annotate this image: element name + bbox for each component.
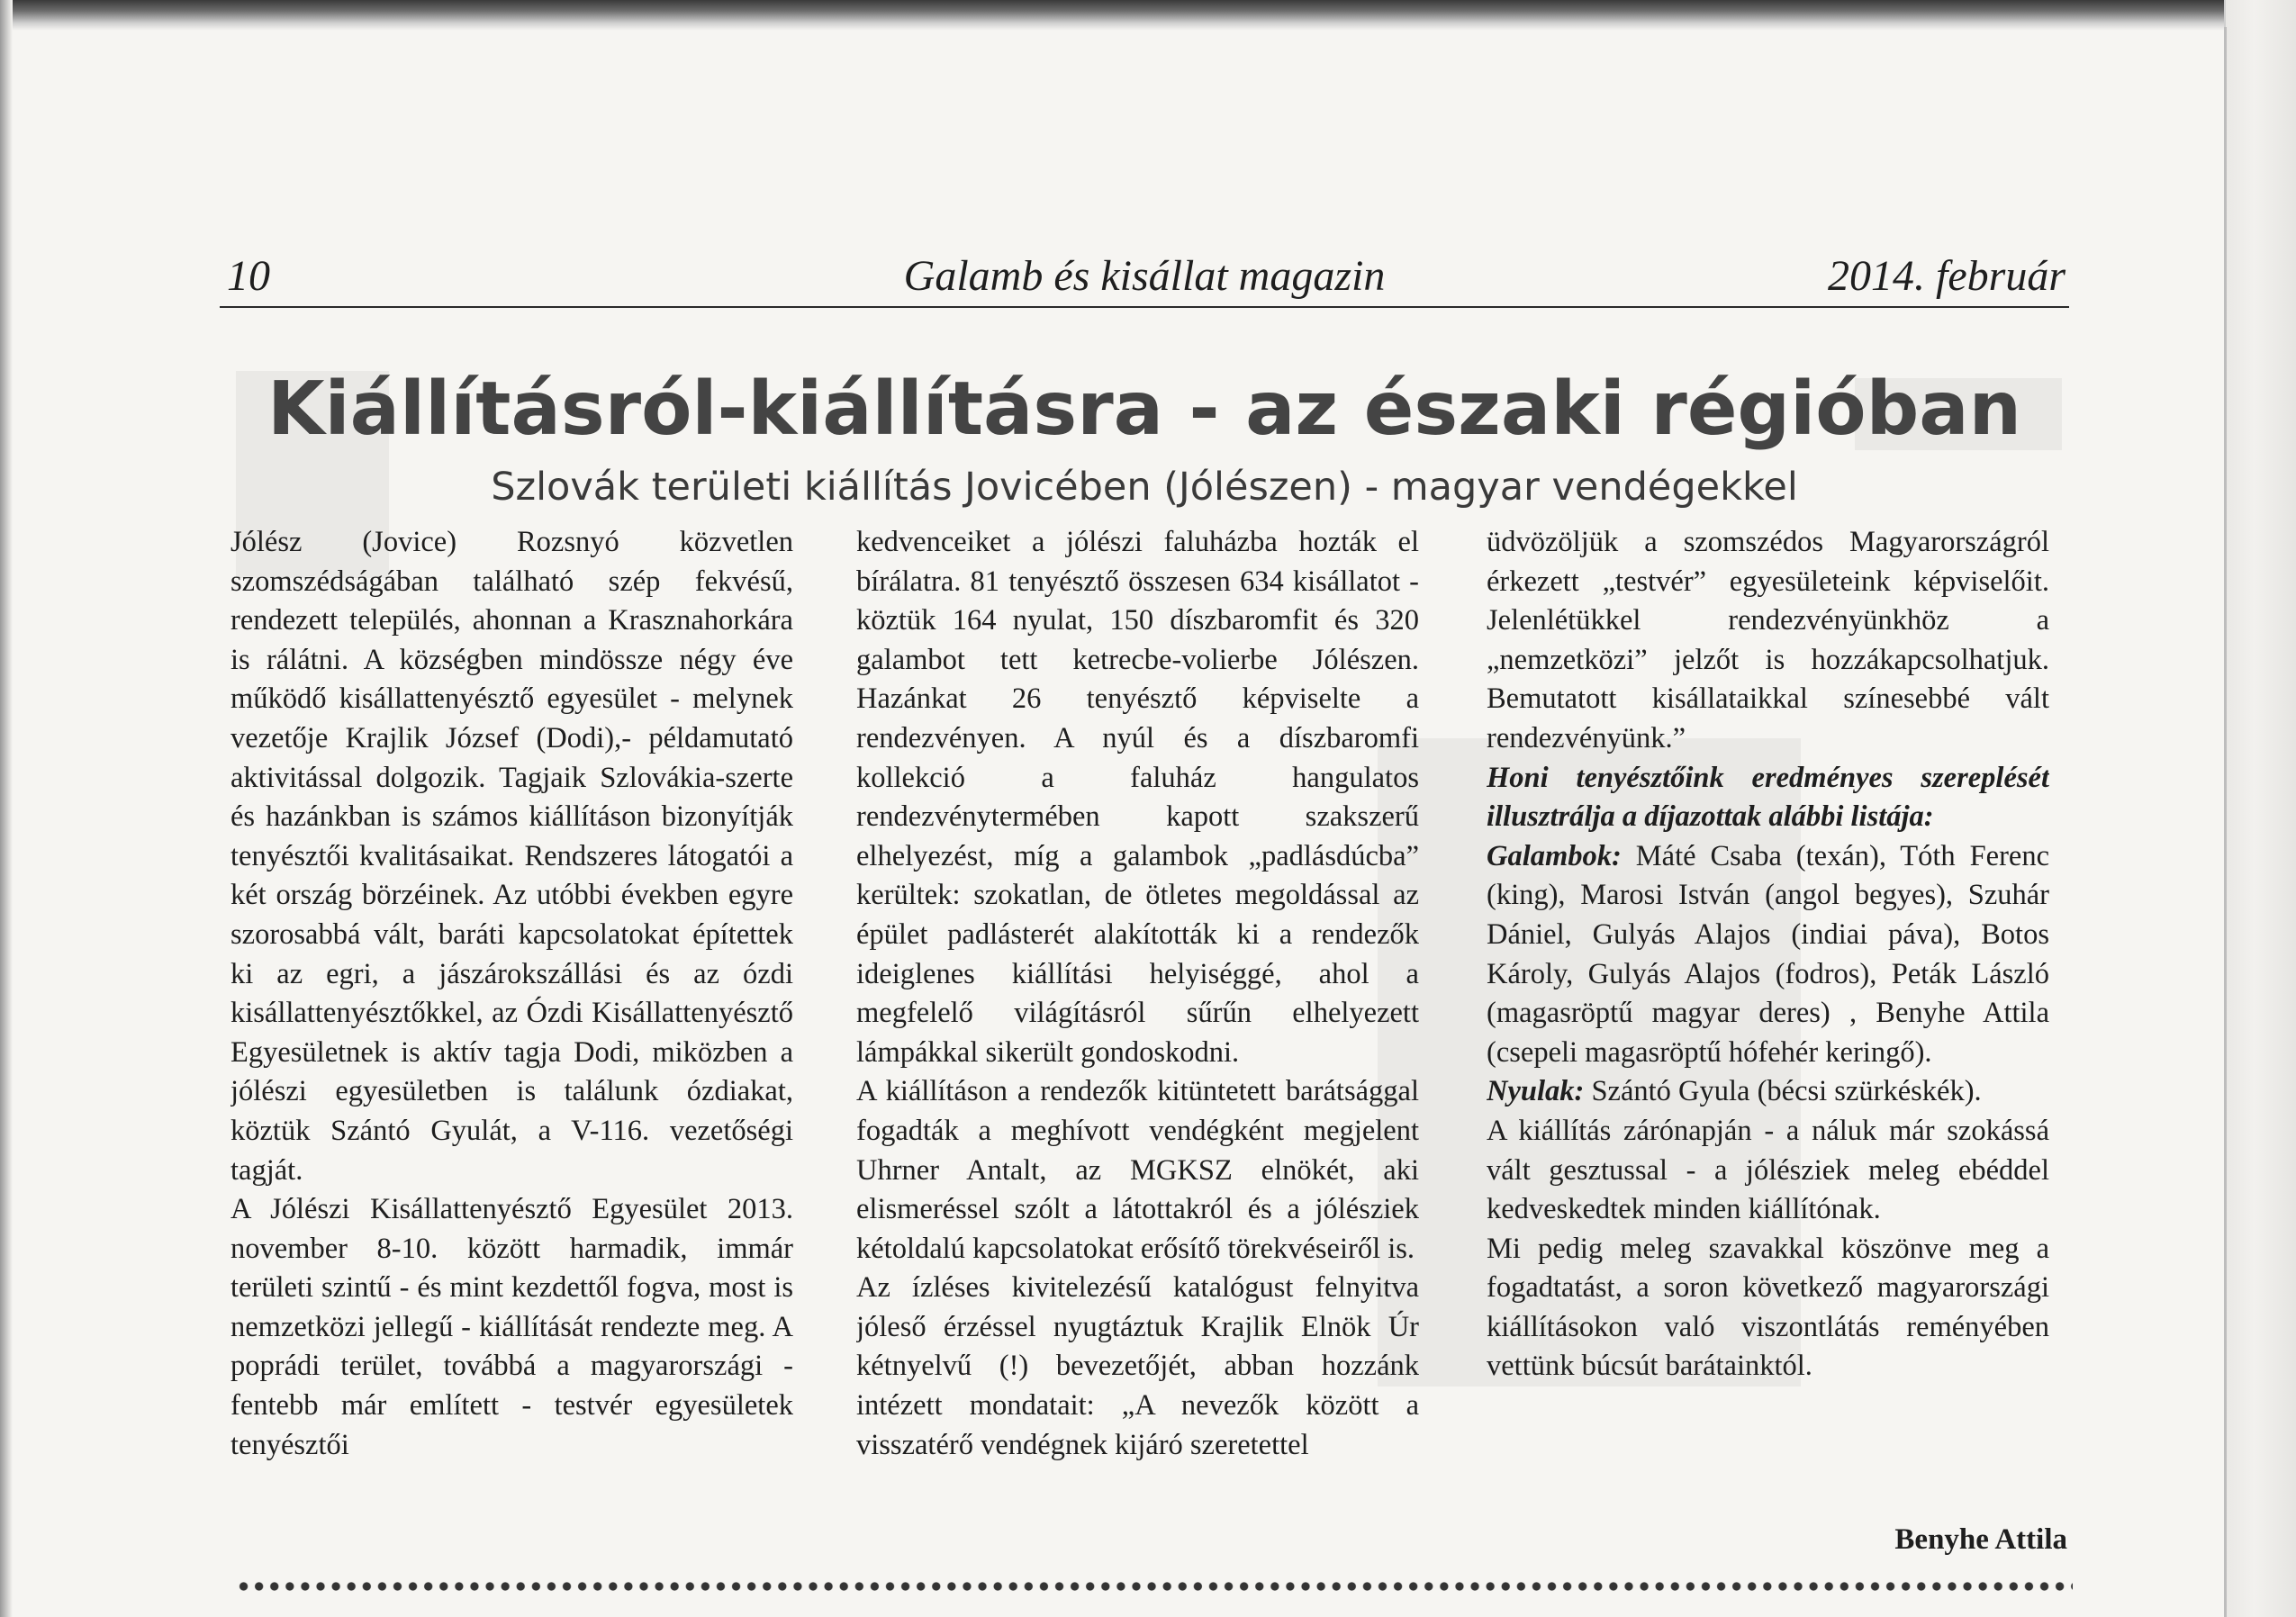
rabbits-winners: Szántó Gyula (bécsi szürkéskék).: [1584, 1075, 1982, 1108]
paragraph: kedvenceiket a jólészi faluházba hozták el bírálatra. 81 tenyésztő összesen 634 kisállatot - köztük 164 nyulat, 150 díszbaromfit és 320 galambot tett ketrecbe-volierbe Jólészen. Hazánkat 26 tenyésztő képviselte a rendezvényen. A nyúl és a díszbaromfi kollekció a faluház hangulatos rendezvénytermében kapott szakszerű elhelyezést, míg a galambok „padlásdúcba” kerültek: szokatlan, de ötletes megoldással az épület padlásterét alakították ki a rendezők ideiglenes kiállítási helyiséggé, ahol a megfelelő világításról sűrűn elhelyezett lámpákkal sikerült gondoskodni.: [856, 526, 1419, 1069]
page-gutter: [2224, 27, 2227, 1617]
pigeons-label: Galambok:: [1487, 839, 1622, 872]
pigeons-winners: Máté Csaba (texán), Tóth Ferenc (king), Marosi István (angol begyes), Szuhár Dániel, Gulyás Alajos (indiai páva), Botos Károly, Gulyás Alajos (fodros), Peták László (magasröptű magyar deres) , Benyhe Attila (csepeli magasröptű hófehér keringő).: [1487, 839, 2049, 1069]
adjacent-page-edge: [2224, 0, 2296, 1617]
paragraph: Az ízléses kivitelezésű katalógust felnyitva jóleső érzéssel nyugtáztuk Krajlik Elnök Úr kétnyelvű (!) bevezetőjét, abban hozzánk intézett mondatait: „A nevezők között a visszatérő vendégnek kijáró szeretettel: [856, 1271, 1419, 1461]
rabbits-label: Nyulak:: [1487, 1075, 1585, 1108]
results-pigeons: [1487, 837, 2049, 1073]
magazine-name: Galamb és kisállat magazin: [903, 252, 1386, 300]
scan-shadow-left: [0, 0, 13, 1617]
text-column-2: [856, 523, 1419, 1567]
paragraph: üdvözöljük a szomszédos Magyarországról érkezett „testvér” egyesületeink képviselőit. Jelenlétükkel rendezvényünkhöz a „nemzetközi” jelzőt is hozzákapcsolhatjuk. Bemutatott kisállataikkal színesebbé vált rendezvényünk.”: [1487, 526, 2049, 754]
page-number: 10: [227, 252, 270, 300]
paragraph: A Jólészi Kisállattenyésztő Egyesület 2013. november 8-10. között harmadik, immár területi szintű - és mint kezdettől fogva, most is nemzetközi jellegű - kiállítását rendezte meg. A poprádi terület, továbbá a magyarországi - fentebb már említett - testvér egyesületek tenyésztői: [231, 1193, 793, 1461]
article-title: Kiállításról-kiállításra - az északi régióban: [267, 366, 2021, 452]
paragraph: Mi pedig meleg szavakkal köszönve meg a fogadtatást, a soron következő magyarországi kiállításokon való viszontlátás reményében vettünk búcsút barátainktól.: [1487, 1232, 2049, 1383]
paragraph: Jólész (Jovice) Rozsnyó közvetlen szomszédságában található szép fekvésű, rendezett település, ahonnan a Krasznahorkára is rálátni. A községben mindössze négy éve működő kisállattenyésztő egyesület - melynek vezetője Krajlik József (Dodi),- példamutató aktivitással dolgozik. Tagjaik Szlovákia-szerte és hazánkban is számos kiállításon bizonyítják tenyésztői kvalitásaikat. Rendszeres látogatói a két ország börzéinek. Az utóbbi években egyre szorosabbá vált, baráti kapcsolatokat építettek ki az egri, a jászárokszállási és az ózdi kisállattenyésztőkkel, az Ózdi Kisállattenyésztő Egyesületnek is aktív tagja Dodi, miközben a jólészi egyesületben is találunk ózdiakat, köztük Szántó Gyulát, a V-116. vezetőségi tagját.: [231, 526, 793, 1187]
running-header: [220, 250, 2069, 308]
text-column-3: [1487, 523, 2049, 1567]
article-subtitle: Szlovák területi kiállítás Jovicében (Jólészen) - magyar vendégekkel: [491, 465, 1798, 510]
author-byline: Benyhe Attila: [1894, 1523, 2067, 1556]
paragraph: A kiállításon a rendezők kitüntetett barátsággal fogadták a meghívott vendégként megjelent Uhrner Antalt, az MGKSZ elnökét, aki elismeréssel szólt a látottakról és a jólésziek kétoldalú kapcsolatokat erősítő törekvéseiről is.: [856, 1075, 1419, 1265]
paragraph: A kiállítás zárónapján - a náluk már szokássá vált gesztussal - a jólésziek meleg ebéddel kedveskedtek minden kiállítónak.: [1487, 1114, 2049, 1226]
results-rabbits: [1487, 1072, 2049, 1112]
scan-shadow-top: [0, 0, 2296, 31]
issue-date: 2014. február: [1828, 252, 2065, 300]
results-heading: Honi tenyésztőink eredményes szereplését illusztrálja a díjazottak alábbi listája:: [1487, 761, 2049, 834]
text-column-1: [231, 523, 793, 1567]
dotted-divider: [236, 1580, 2073, 1593]
